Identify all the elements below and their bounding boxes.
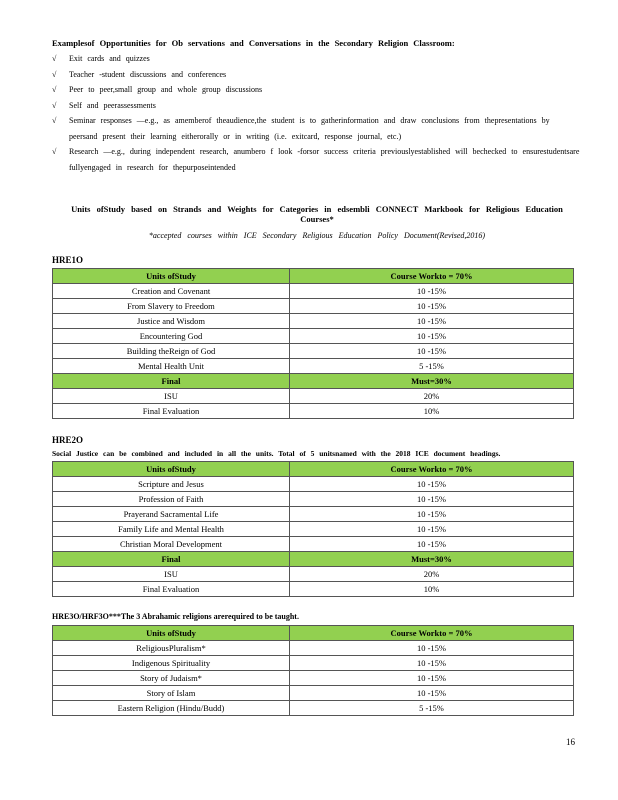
list-item: √ Peer to peer,small group and whole group discussions	[52, 82, 582, 98]
table-row: Final Evaluation 10%	[53, 404, 574, 419]
list-item: √ Exit cards and quizzes	[52, 51, 582, 67]
table-header-row	[53, 626, 574, 641]
table-row: Story of Islam 10 -15%	[53, 686, 574, 701]
final-header-row: Final Must=30%	[53, 552, 574, 567]
list-item: √ Research —e.g., during independent research, anumbero f look -forsor success criteria previouslyestablished will bechecked to ensurestudentsare fullyengaged in research for thepurposeintended	[52, 144, 582, 175]
table-row: Prayerand Sacramental Life 10 -15%	[53, 507, 574, 522]
units-subtitle: *accepted courses within ICE Secondary Religious Education Policy Document(Revised,2016)	[148, 231, 486, 240]
list-item: √ Self and peerassessments	[52, 98, 582, 114]
table-row: ISU 20%	[53, 389, 574, 404]
column-header: Course Workto = 70%	[290, 462, 574, 477]
column-header: Course Workto = 70%	[290, 269, 574, 284]
table-row: From Slavery to Freedom 10 -15%	[53, 299, 574, 314]
hre1o-table	[52, 268, 574, 419]
table-row: Creation and Covenant 10 -15%	[53, 284, 574, 299]
course-code-hre1o: HRE1O	[52, 255, 84, 265]
table-header-row	[53, 462, 574, 477]
hre3o-table	[52, 625, 574, 716]
checkmark-icon: √	[52, 116, 57, 125]
table-header-row	[53, 269, 574, 284]
course-code-hre2o: HRE2O	[52, 435, 84, 445]
checkmark-icon: √	[52, 147, 57, 156]
table-row: Profession of Faith 10 -15%	[53, 492, 574, 507]
table-row: Indigenous Spirituality 10 -15%	[53, 656, 574, 671]
table-row: ReligiousPluralism* 10 -15%	[53, 641, 574, 656]
course-code-hre3o: HRE3O/HRF3O***The 3 Abrahamic religions arerequired to be taught.	[52, 612, 299, 621]
table-row: Justice and Wisdom 10 -15%	[53, 314, 574, 329]
list-item: √ Seminar responses —e.g., as amemberof theaudience,the student is to gatherinformation and draw conclusions from thepresentations by peersand present their learning eitherorally or in writing (i.e. exitcard, response journal, etc.)	[52, 113, 582, 144]
page-number: 16	[566, 737, 575, 747]
checkmark-icon: √	[52, 100, 57, 110]
hre2o-table	[52, 461, 574, 597]
column-header: Units ofStudy	[53, 462, 290, 477]
units-title: Units ofStudy based on Strands and Weights for Categories in edsembli CONNECT Markbook for Religious Education Courses*	[71, 204, 563, 224]
final-header-row: Final Must=30%	[53, 374, 574, 389]
list-item: √ Teacher -student discussions and conferences	[52, 67, 582, 83]
table-row: Scripture and Jesus 10 -15%	[53, 477, 574, 492]
checkmark-icon: √	[52, 85, 57, 94]
table-row: Encountering God 10 -15%	[53, 329, 574, 344]
opportunities-list	[52, 51, 582, 175]
table-row: Final Evaluation 10%	[53, 582, 574, 597]
table-row: Christian Moral Development 10 -15%	[53, 537, 574, 552]
table-row: Story of Judaism* 10 -15%	[53, 671, 574, 686]
table-row: Building theReign of God 10 -15%	[53, 344, 574, 359]
column-header: Units ofStudy	[53, 269, 290, 284]
table-row: ISU 20%	[53, 567, 574, 582]
column-header: Course Workto = 70%	[290, 626, 574, 641]
checkmark-icon: √	[52, 69, 57, 79]
checkmark-icon: √	[52, 54, 57, 63]
opportunities-heading: Examplesof Opportunities for Ob servations and Conversations in the Secondary Religion Classroom:	[52, 38, 455, 48]
table-row: Mental Health Unit 5 -15%	[53, 359, 574, 374]
hre2o-note: Social Justice can be combined and included in all the units. Total of 5 unitsnamed with the 2018 ICE document headings.	[52, 449, 501, 458]
table-row: Eastern Religion (Hindu/Budd) 5 -15%	[53, 701, 574, 716]
column-header: Units ofStudy	[53, 626, 290, 641]
table-row: Family Life and Mental Health 10 -15%	[53, 522, 574, 537]
